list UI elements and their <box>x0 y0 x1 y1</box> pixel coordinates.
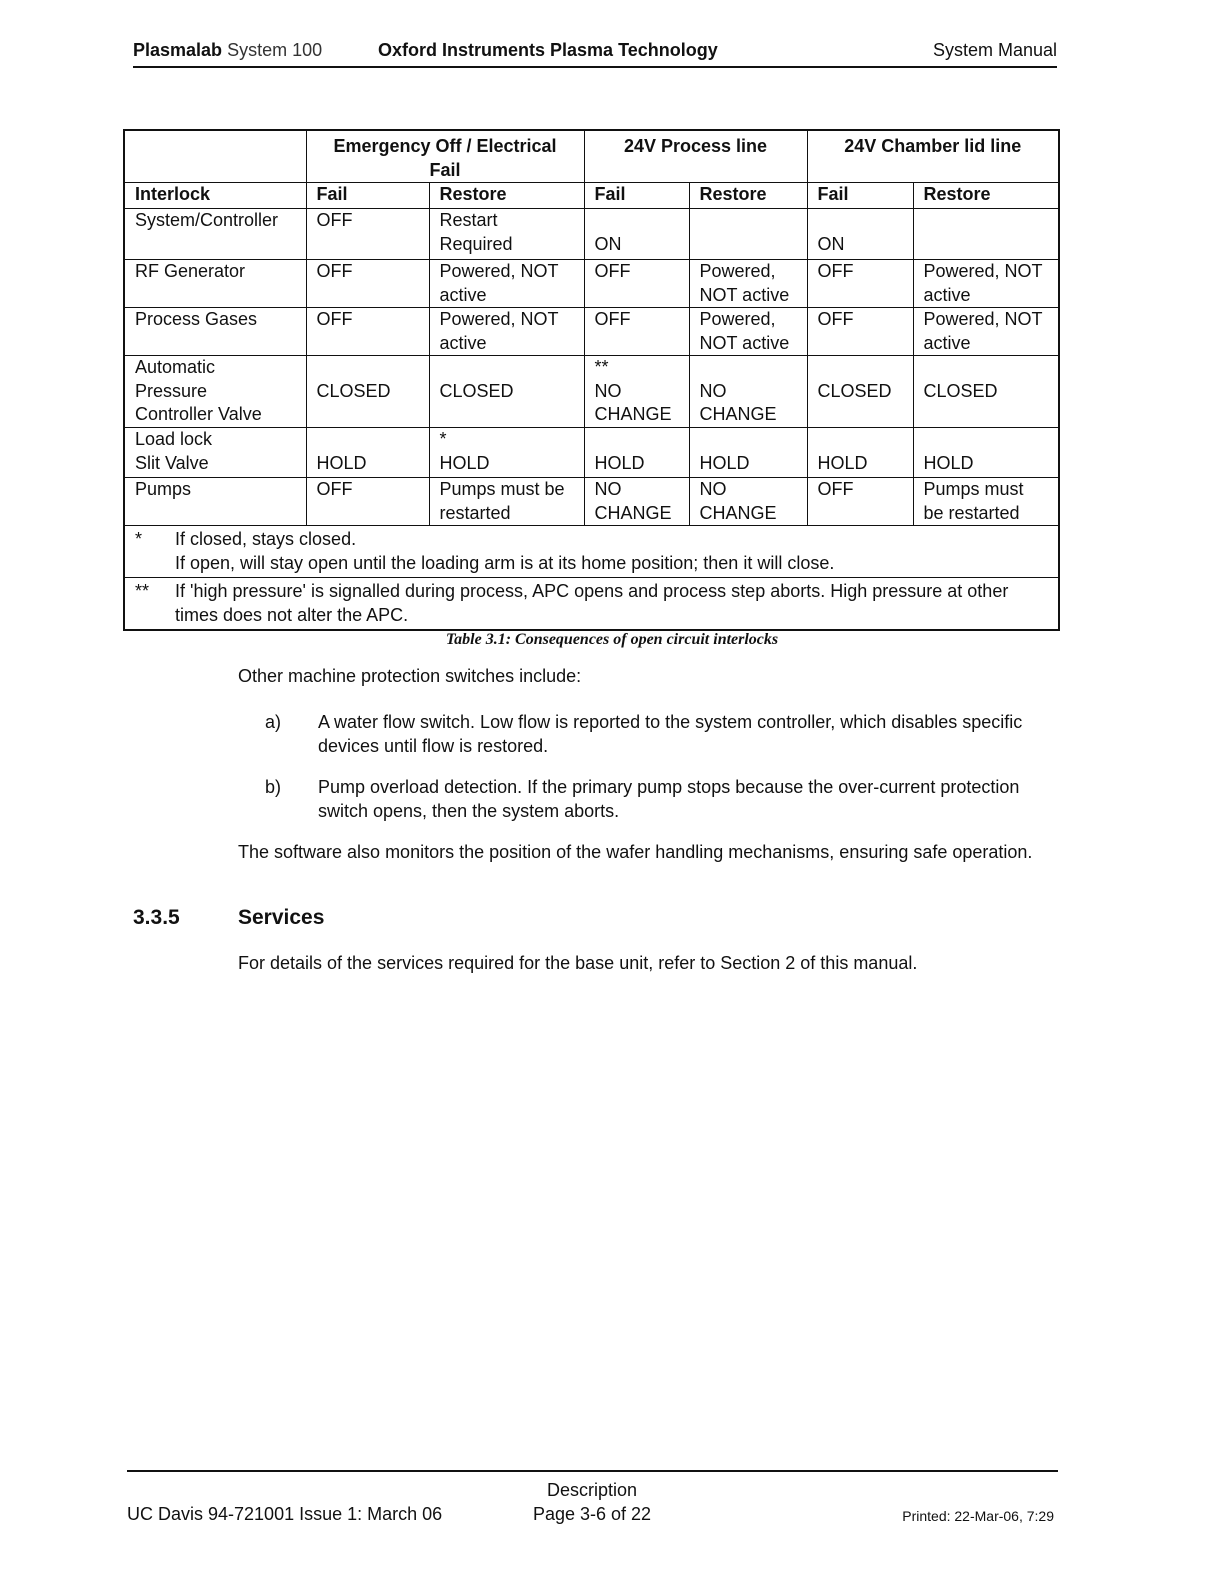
column-header: Interlock <box>124 183 306 209</box>
table-cell: HOLD <box>306 428 429 478</box>
group-header-row <box>124 130 1059 183</box>
footer-page-number: Page 3-6 of 22 <box>532 1504 652 1524</box>
table-cell: Powered, NOT active <box>689 308 807 356</box>
group-header: 24V Chamber lid line <box>807 130 1059 183</box>
table-cell: OFF <box>807 478 913 526</box>
column-header: Fail <box>306 183 429 209</box>
table-cell: ON <box>584 209 689 260</box>
table-cell: RF Generator <box>124 260 306 308</box>
table-cell: Powered, NOT active <box>429 308 584 356</box>
table-cell: HOLD <box>913 428 1059 478</box>
column-header: Restore <box>689 183 807 209</box>
group-header: Emergency Off / Electrical Fail <box>306 130 584 183</box>
section-title: Services <box>238 906 325 929</box>
table-row <box>124 209 1059 260</box>
table-cell <box>689 209 807 260</box>
page-header <box>133 40 1057 68</box>
table-row <box>124 356 1059 428</box>
table-cell: OFF <box>306 308 429 356</box>
table-cell: HOLD <box>689 428 807 478</box>
footer-printed-date: Printed: 22-Mar-06, 7:29 <box>902 1508 1054 1524</box>
table-cell: System/Controller <box>124 209 306 260</box>
manual-title: System Manual <box>932 40 1057 60</box>
table-cell: ON <box>807 209 913 260</box>
intro-text: Other machine protection switches include: <box>238 666 582 686</box>
table-cell: Powered, NOT active <box>429 260 584 308</box>
footnote-mark: ** <box>135 581 150 601</box>
table-cell: OFF <box>807 308 913 356</box>
table-cell: OFF <box>306 209 429 260</box>
table-row <box>124 478 1059 526</box>
footer-doc-id: UC Davis 94-721001 Issue 1: March 06 <box>127 1504 443 1524</box>
table-cell: Restart Required <box>429 209 584 260</box>
footer-chapter: Description <box>546 1480 638 1500</box>
table-cell: Automatic Pressure Controller Valve <box>124 356 306 428</box>
group-header: 24V Process line <box>584 130 807 183</box>
footnote-row <box>124 526 1059 578</box>
table-cell: Process Gases <box>124 308 306 356</box>
footnote-text: If closed, stays closed. If open, will stay open until the loading arm is at its home position; then it will close. <box>175 529 835 573</box>
table-cell: OFF <box>306 260 429 308</box>
column-header: Fail <box>807 183 913 209</box>
table-cell: Pumps <box>124 478 306 526</box>
company-name: Oxford Instruments Plasma Technology <box>378 40 718 60</box>
table-cell: OFF <box>584 308 689 356</box>
table-cell: Load lock Slit Valve <box>124 428 306 478</box>
table-row <box>124 428 1059 478</box>
product-model: System 100 <box>227 40 323 60</box>
list-marker: a) <box>265 712 282 732</box>
list-item <box>265 775 1035 823</box>
table-cell: HOLD <box>584 428 689 478</box>
list-text: A water flow switch. Low flow is reported to the system controller, which disables specific devices until flow is restored. <box>318 712 1023 756</box>
list-text: Pump overload detection. If the primary pump stops because the over-current protection switch opens, then the system aborts. <box>318 777 1020 821</box>
footnote-mark: * <box>135 529 143 549</box>
column-header: Restore <box>913 183 1059 209</box>
table-cell: OFF <box>807 260 913 308</box>
table-cell: OFF <box>306 478 429 526</box>
table-cell: CLOSED <box>807 356 913 428</box>
table-cell: ** NO CHANGE <box>584 356 689 428</box>
sub-header-row <box>124 183 1059 209</box>
table-cell: Powered, NOT active <box>913 308 1059 356</box>
list-item <box>265 710 1035 758</box>
table-cell: OFF <box>584 260 689 308</box>
table-cell: CLOSED <box>306 356 429 428</box>
paragraph: The software also monitors the position of the wafer handling mechanisms, ensuring safe operation. <box>238 842 1033 862</box>
page-footer <box>127 1470 1058 1524</box>
footnote-row <box>124 578 1059 631</box>
table-cell: CLOSED <box>913 356 1059 428</box>
table-cell: HOLD <box>807 428 913 478</box>
column-header: Fail <box>584 183 689 209</box>
empty-header-cell <box>124 130 306 183</box>
section-number: 3.3.5 <box>133 906 180 929</box>
table-cell: NO CHANGE <box>584 478 689 526</box>
table-cell: * HOLD <box>429 428 584 478</box>
section-text: For details of the services required for the base unit, refer to Section 2 of this manual. <box>238 953 918 973</box>
column-header: Restore <box>429 183 584 209</box>
table-caption: Table 3.1: Consequences of open circuit interlocks <box>445 631 779 648</box>
table-cell: Powered, NOT active <box>689 260 807 308</box>
table-cell: Pumps must be restarted <box>429 478 584 526</box>
table-cell: CLOSED <box>429 356 584 428</box>
list-marker: b) <box>265 777 282 797</box>
table-cell: NO CHANGE <box>689 356 807 428</box>
interlock-table <box>123 129 1060 631</box>
table-cell <box>913 209 1059 260</box>
table-row <box>124 308 1059 356</box>
table-row <box>124 260 1059 308</box>
table-cell: Pumps must be restarted <box>913 478 1059 526</box>
table-cell: NO CHANGE <box>689 478 807 526</box>
footnote-text: If 'high pressure' is signalled during process, APC opens and process step aborts. High pressure at other times does not alter the APC. <box>175 581 1009 625</box>
product-name: Plasmalab <box>133 40 223 60</box>
table-cell: Powered, NOT active <box>913 260 1059 308</box>
